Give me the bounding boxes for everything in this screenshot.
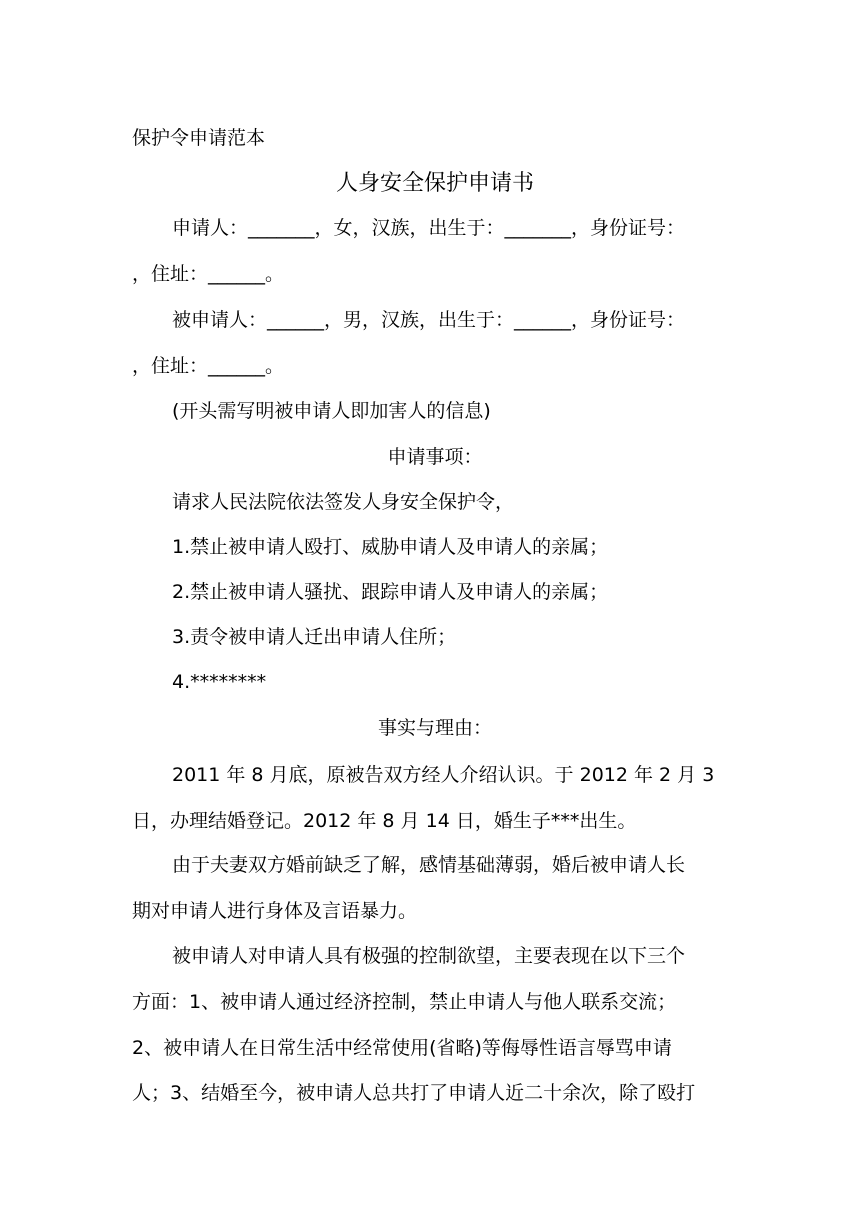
document-label: 保护令申请范本	[132, 127, 266, 149]
facts-p3-line-2: 方面：1、被申请人通过经济控制，禁止申请人与他人联系交流；	[132, 991, 677, 1013]
note-text: (开头需写明被申请人即加害人的信息)	[172, 400, 491, 422]
applicant-line-2: ，住址：______。	[132, 263, 285, 285]
request-item: 1.禁止被申请人殴打、威胁申请人及申请人的亲属；	[172, 536, 609, 558]
facts-p3-line-3: 2、被申请人在日常生活中经常使用(省略)等侮辱性语言辱骂申请	[132, 1037, 672, 1059]
applicant-line-1: 申请人：_______，女，汉族，出生于：_______，身份证号：	[172, 217, 686, 239]
request-item: 2.禁止被申请人骚扰、跟踪申请人及申请人的亲属；	[172, 581, 609, 603]
facts-p2-line-1: 由于夫妻双方婚前缺乏了解，感情基础薄弱，婚后被申请人长	[172, 854, 686, 876]
facts-p1-line-2: 日，办理结婚登记。2012 年 8 月 14 日，婚生子***出生。	[132, 810, 637, 832]
facts-p1-line-1: 2011 年 8 月底，原被告双方经人介绍认识。于 2012 年 2 月 3	[172, 764, 715, 786]
respondent-line-1: 被申请人：______，男，汉族，出生于：______，身份证号：	[172, 309, 686, 331]
document-title: 人身安全保护申请书	[335, 171, 534, 196]
facts-p3-line-4: 人；3、结婚至今，被申请人总共打了申请人近二十余次，除了殴打	[132, 1082, 696, 1104]
request-item: 3.责令被申请人迁出申请人住所；	[172, 626, 457, 648]
respondent-line-2: ，住址：______。	[132, 355, 285, 377]
requests-heading: 申请事项：	[387, 446, 483, 468]
requests-intro: 请求人民法院依法签发人身安全保护令，	[172, 491, 515, 513]
facts-heading: 事实与理由：	[377, 717, 492, 739]
facts-p2-line-2: 期对申请人进行身体及言语暴力。	[132, 900, 418, 922]
request-item: 4.********	[172, 671, 267, 693]
facts-p3-line-1: 被申请人对申请人具有极强的控制欲望，主要表现在以下三个	[172, 945, 686, 967]
